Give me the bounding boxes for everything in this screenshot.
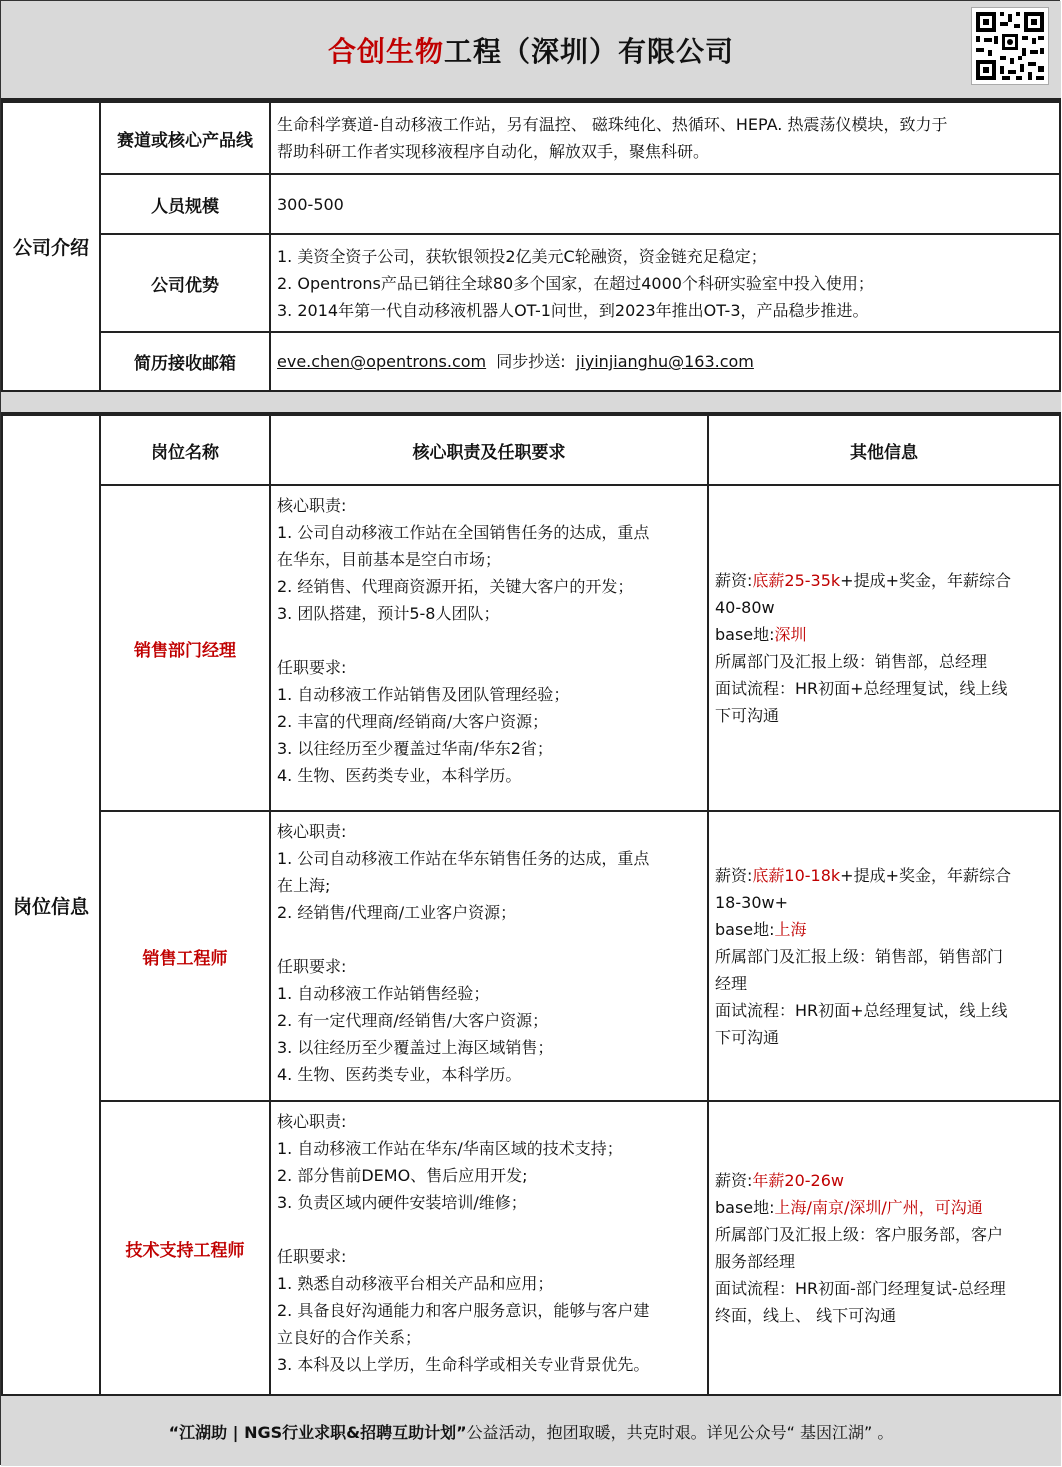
- resp-title: 核心职责:: [277, 496, 347, 515]
- advantage-line: 2. Opentrons产品已销往全球80多个国家，在超过4000个科研实验室中投入使用；: [277, 273, 874, 293]
- resp-line: 1. 公司自动移液工作站在华东销售任务的达成，重点: [277, 849, 650, 868]
- resp-line: 2. 部分售前DEMO、售后应用开发;: [277, 1166, 528, 1185]
- salary-rest: +提成+奖金，年薪综合: [840, 865, 1011, 885]
- advantages-value: [270, 234, 1060, 332]
- base-label: base地:: [715, 1198, 775, 1217]
- interview-line: 终面，线上、 线下可沟通: [715, 1306, 897, 1325]
- track-value: [270, 102, 1060, 174]
- job-other-info: [708, 485, 1060, 811]
- advantage-line: 3. 2014年第一代自动移液机器人OT-1问世，到2023年推出OT-3，产品稳步推进。: [277, 300, 869, 320]
- table-row: [2, 811, 1060, 1101]
- req-line: 1. 自动移液工作站销售经验；: [277, 984, 490, 1003]
- base-value: 上海/南京/深圳/广州，可沟通: [774, 1198, 983, 1217]
- company-intro-table: [1, 101, 1061, 392]
- resp-line: 在华东，目前基本是空白市场；: [277, 550, 502, 569]
- resp-line: 2. 经销售/代理商/工业客户资源；: [277, 903, 517, 922]
- title-company-rest: 工程（深圳）有限公司: [444, 34, 735, 68]
- headcount-line: 300-500: [277, 194, 344, 214]
- base-label: base地:: [715, 625, 775, 644]
- resp-line: 1. 公司自动移液工作站在全国销售任务的达成，重点: [277, 523, 650, 542]
- req-line: 2. 丰富的代理商/经销商/大客户资源；: [277, 712, 549, 731]
- resp-line: 在上海;: [277, 876, 331, 895]
- advantage-line: 1. 美资全资子公司，获软银领投2亿美元C轮融资，资金链充足稳定；: [277, 246, 767, 266]
- base-line: [715, 916, 1053, 943]
- job-other-info: [708, 1101, 1060, 1395]
- jobs-table: [1, 414, 1061, 1396]
- req-line: 2. 具备良好沟通能力和客户服务意识，能够与客户建: [277, 1301, 650, 1320]
- job-other-info: [708, 811, 1060, 1101]
- footer-banner: [1, 1394, 1061, 1466]
- row-label-track: 赛道或核心产品线: [100, 102, 270, 174]
- interview-line: 面试流程：HR初面-部门经理复试-总经理: [715, 1279, 1006, 1298]
- header-job-name: 岗位名称: [100, 415, 270, 485]
- row-label-headcount: 人员规模: [100, 174, 270, 234]
- base-value: 深圳: [774, 625, 807, 644]
- interview-line: 面试流程：HR初面+总经理复试，线上线: [715, 1000, 1008, 1020]
- header-responsibilities: 核心职责及任职要求: [270, 415, 708, 485]
- salary-line-2: 18-30w+: [715, 892, 788, 912]
- row-label-advantages: 公司优势: [100, 234, 270, 332]
- table-row: [2, 485, 1060, 811]
- salary-line: [715, 1167, 1053, 1194]
- salary-highlight: 年薪20-26w: [752, 1171, 844, 1190]
- job-responsibilities: [270, 811, 708, 1101]
- salary-highlight: 底薪10-18k: [752, 865, 841, 885]
- req-line: 3. 以往经历至少覆盖过华南/华东2省；: [277, 739, 553, 758]
- salary-line: [715, 567, 1053, 594]
- resp-line: 1. 自动移液工作站在华东/华南区域的技术支持；: [277, 1139, 623, 1158]
- cc-label: 同步抄送:: [496, 352, 566, 371]
- track-line: 帮助科研工作者实现移液程序自动化，解放双手，聚焦科研。: [277, 142, 710, 161]
- req-title: 任职要求:: [277, 957, 347, 976]
- table-row: [2, 1101, 1060, 1395]
- req-line: 4. 生物、医药类专业，本科学历。: [277, 766, 522, 785]
- salary-label: 薪资:: [715, 865, 753, 885]
- email-value: [270, 332, 1060, 391]
- qr-code-icon[interactable]: [971, 7, 1049, 85]
- interview-line: 下可沟通: [715, 706, 780, 725]
- interview-line: 下可沟通: [715, 1027, 780, 1047]
- base-line: [715, 1194, 1053, 1221]
- req-line: 1. 自动移液工作站销售及团队管理经验；: [277, 685, 570, 704]
- row-label-email: 简历接收邮箱: [100, 332, 270, 391]
- dept-line: 所属部门及汇报上级：客户服务部，客户: [715, 1225, 1004, 1244]
- section-divider: [1, 390, 1061, 414]
- base-line: [715, 621, 1053, 648]
- job-title: 技术支持工程师: [100, 1101, 270, 1395]
- resp-line: 3. 负责区域内硬件安装培训/维修；: [277, 1193, 527, 1212]
- salary-label: 薪资:: [715, 1171, 753, 1190]
- header-other-info: 其他信息: [708, 415, 1060, 485]
- section-label-company: 公司介绍: [2, 102, 100, 391]
- base-label: base地:: [715, 919, 775, 939]
- req-title: 任职要求:: [277, 1247, 347, 1266]
- page-title: [1, 1, 1061, 101]
- req-line: 立良好的合作关系；: [277, 1328, 422, 1347]
- req-line: 1. 熟悉自动移液平台相关产品和应用；: [277, 1274, 554, 1293]
- salary-line: [715, 862, 1053, 889]
- cc-email-link[interactable]: jiyinjianghu@163.com: [575, 352, 754, 371]
- job-responsibilities: [270, 1101, 708, 1395]
- salary-highlight: 底薪25-35k: [752, 571, 841, 590]
- primary-email-link[interactable]: eve.chen@opentrons.com: [277, 352, 487, 371]
- dept-line: 经理: [715, 973, 748, 993]
- job-responsibilities: [270, 485, 708, 811]
- job-title: 销售工程师: [100, 811, 270, 1101]
- req-line: 2. 有一定代理商/经销售/大客户资源；: [277, 1011, 549, 1030]
- dept-line: 服务部经理: [715, 1252, 796, 1271]
- salary-label: 薪资:: [715, 571, 753, 590]
- section-label-jobs: 岗位信息: [2, 415, 100, 1395]
- salary-rest: +提成+奖金，年薪综合: [840, 571, 1011, 590]
- interview-line: 面试流程：HR初面+总经理复试，线上线: [715, 679, 1008, 698]
- resp-line: 3. 团队搭建，预计5-8人团队；: [277, 604, 500, 623]
- headcount-value: [270, 174, 1060, 234]
- req-line: 3. 以往经历至少覆盖过上海区域销售；: [277, 1038, 554, 1057]
- resp-line: 2. 经销售、代理商资源开拓，关键大客户的开发；: [277, 577, 634, 596]
- footer-text: 公益活动，抱团取暖，共克时艰。详见公众号“ 基因江湖” 。: [466, 1422, 894, 1442]
- salary-line-2: 40-80w: [715, 598, 775, 617]
- job-title: 销售部门经理: [100, 485, 270, 811]
- dept-line: 所属部门及汇报上级：销售部，销售部门: [715, 946, 1004, 966]
- footer-program-name: “江湖助 | NGS行业求职&招聘互助计划”: [168, 1422, 467, 1442]
- resp-title: 核心职责:: [277, 822, 347, 841]
- dept-line: 所属部门及汇报上级：销售部，总经理: [715, 652, 988, 671]
- req-line: 4. 生物、医药类专业，本科学历。: [277, 1065, 522, 1084]
- title-company-highlight: 合创生物: [327, 34, 444, 68]
- base-value: 上海: [774, 919, 807, 939]
- req-title: 任职要求:: [277, 658, 347, 677]
- req-line: 3. 本科及以上学历，生命科学或相关专业背景优先。: [277, 1355, 650, 1374]
- resp-title: 核心职责:: [277, 1112, 347, 1131]
- track-line: 生命科学赛道-自动移液工作站，另有温控、 磁珠纯化、热循环、HEPA. 热震荡仪模块，致力于: [277, 115, 948, 134]
